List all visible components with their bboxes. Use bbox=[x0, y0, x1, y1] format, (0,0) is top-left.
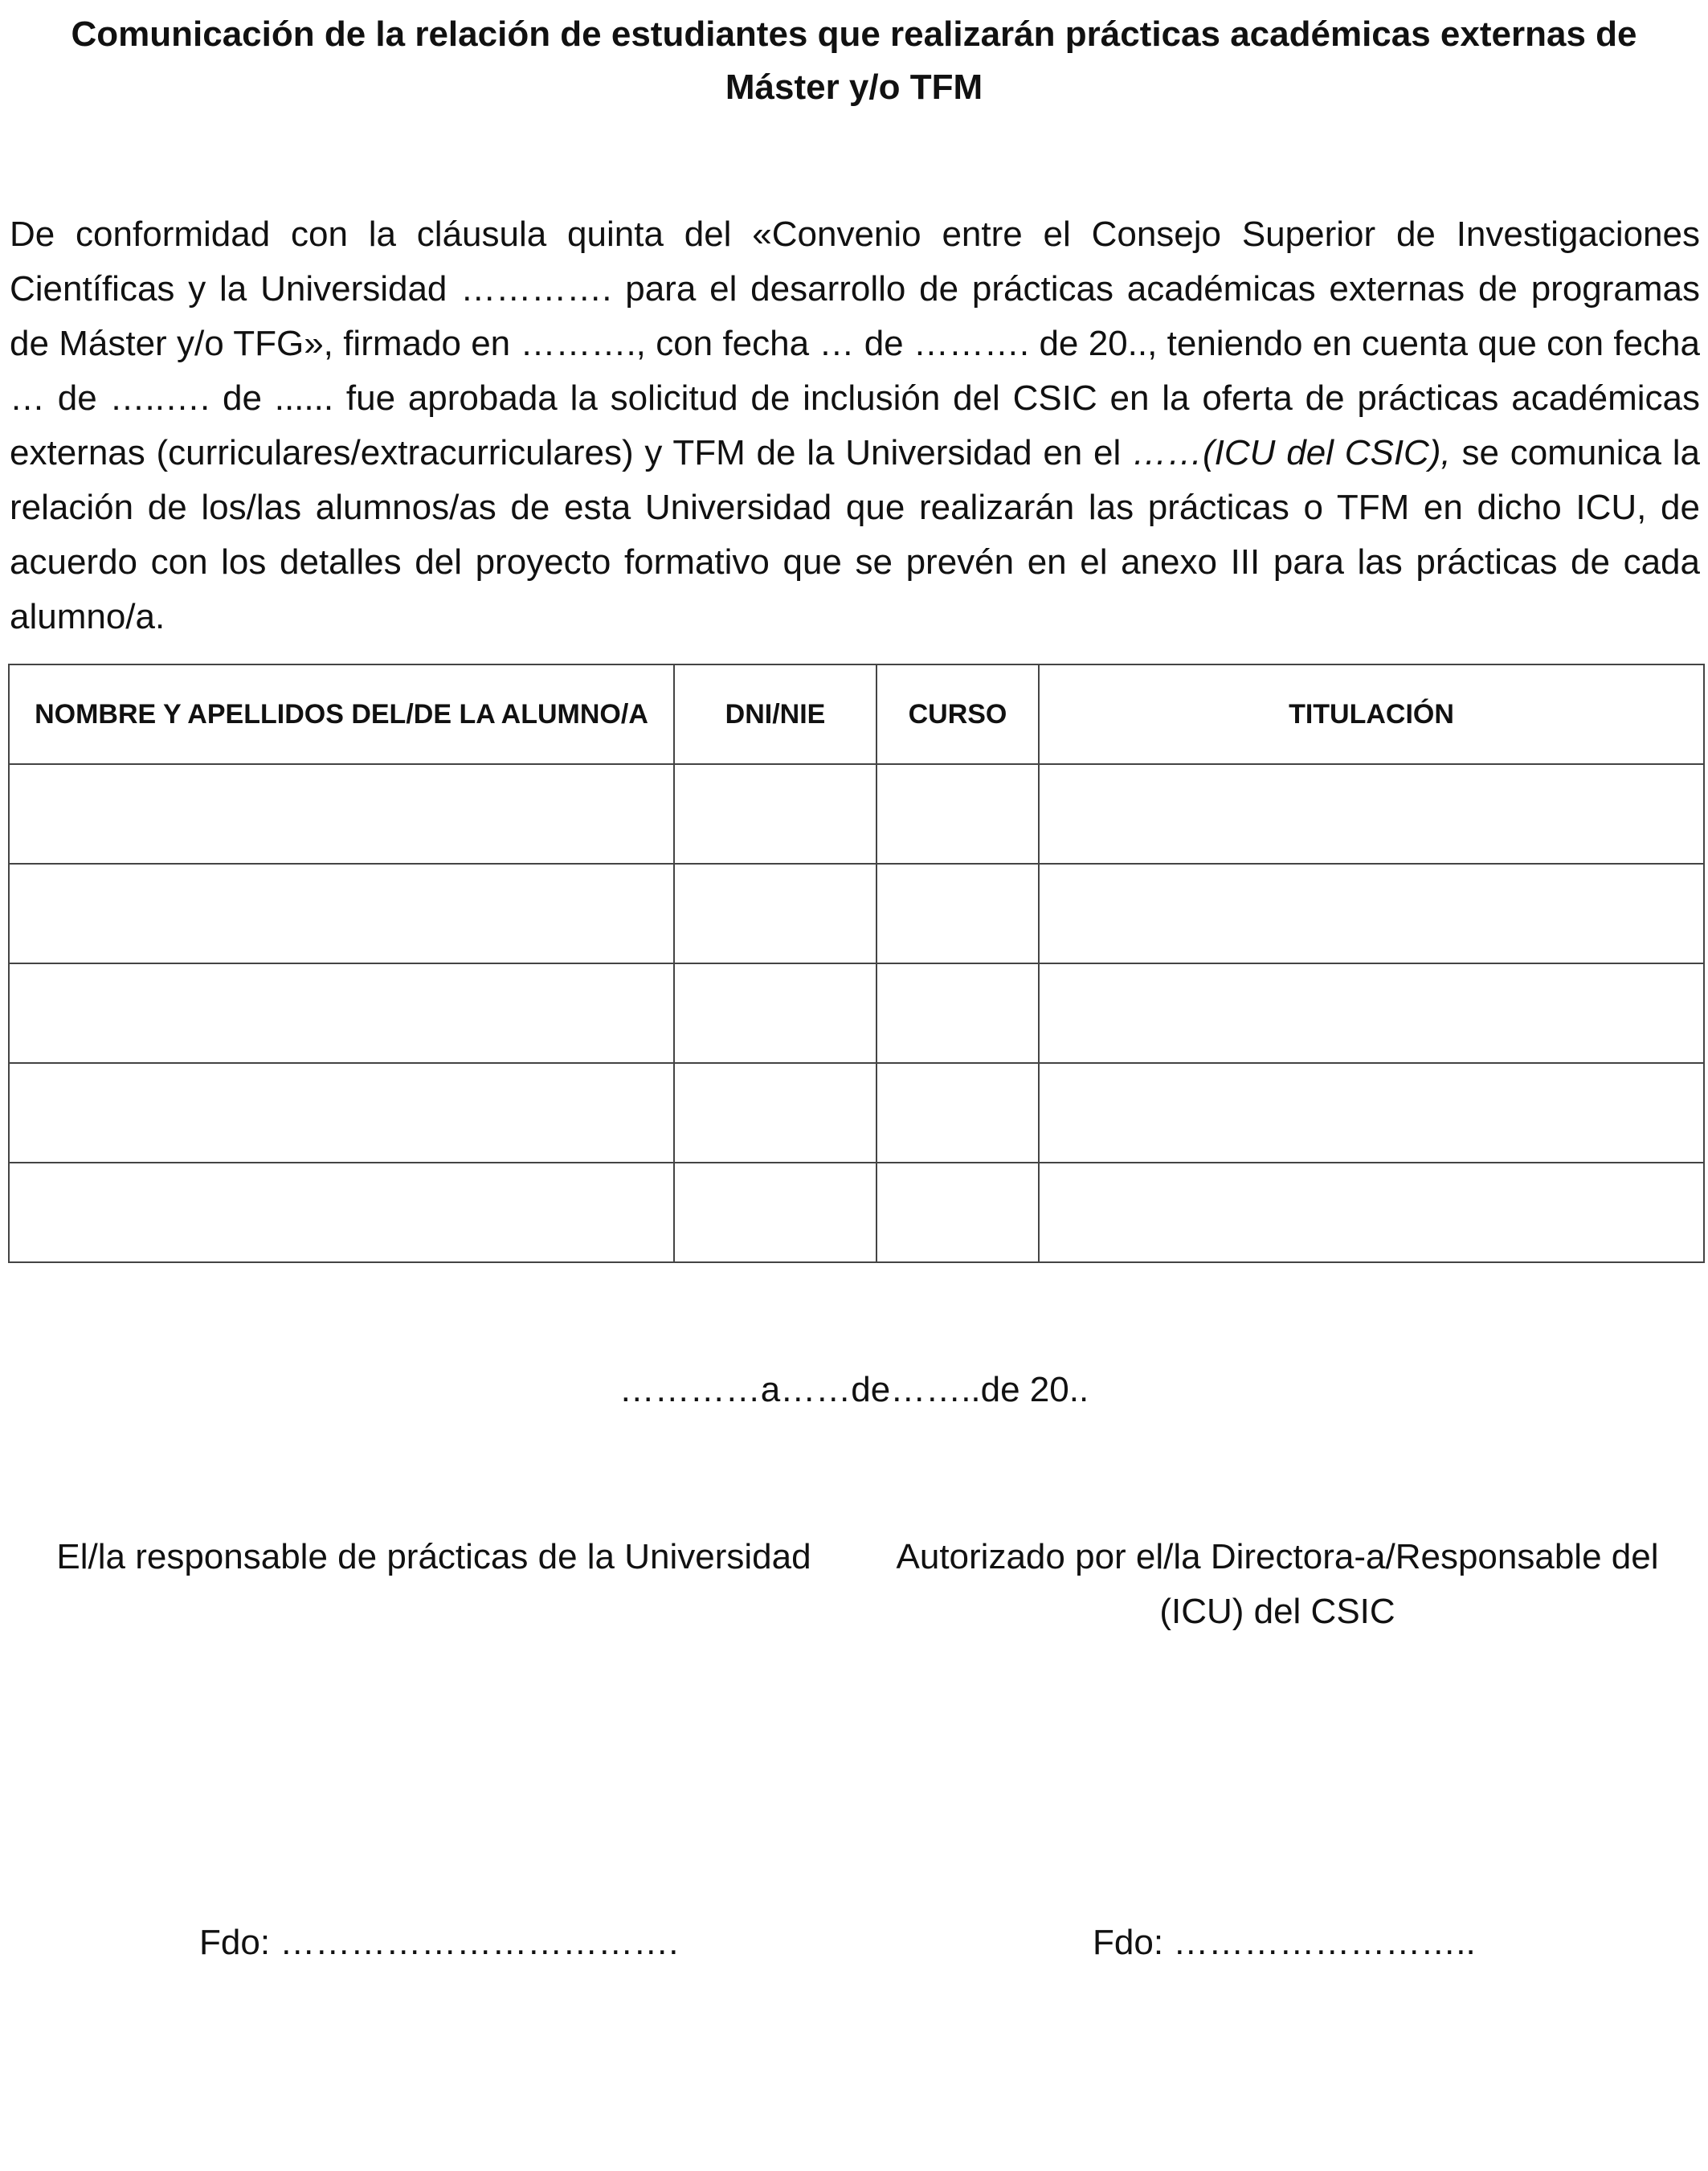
paragraph-text-part1: De conformidad con la cláusula quinta del «Convenio entre el Consejo Superior de Investigaciones Científicas y la Universidad …………. para el desarrollo de prácticas académicas externas de programas de Máster y/o TFG», firmado en ………., con fecha … de ………. de 20.., teniendo en cuenta que con fecha … de …..…. de ...... fue aprobada la solicitud de inclusión del CSIC en la oferta de prácticas académicas externas (curriculares/extracurriculares) y TFM de la Universidad en el bbox=[10, 215, 1700, 472]
signature-label-csic-line1: Autorizado por el/la Directora-a/Responsable del bbox=[896, 1537, 1659, 1576]
table-row bbox=[9, 963, 1704, 1063]
cell-dni[interactable] bbox=[674, 963, 876, 1063]
table-row bbox=[9, 764, 1704, 864]
signature-label-csic bbox=[876, 1530, 1679, 1639]
cell-titulacion[interactable] bbox=[1039, 963, 1704, 1063]
paragraph-text-part2: se comunica la relación de los/las alumnos/as de esta Universidad que realizarán las prácticas o TFM en dicho ICU, de acuerdo con los detalles del proyecto formativo que se prevén en el anexo III para las prácticas de cada alumno/a. bbox=[10, 433, 1701, 636]
cell-titulacion[interactable] bbox=[1039, 1163, 1704, 1262]
cell-curso[interactable] bbox=[876, 1063, 1039, 1163]
signature-fdo-csic: Fdo: …………………….. bbox=[1093, 1923, 1476, 1962]
document-title: Comunicación de la relación de estudiantes que realizarán prácticas académicas externas de Máster y/o TFM bbox=[71, 14, 1637, 107]
body-paragraph bbox=[10, 207, 1700, 644]
cell-dni[interactable] bbox=[674, 1063, 876, 1163]
cell-dni[interactable] bbox=[674, 1163, 876, 1262]
table-header-row bbox=[9, 664, 1704, 764]
cell-titulacion[interactable] bbox=[1039, 764, 1704, 864]
cell-name[interactable] bbox=[9, 864, 674, 963]
header-name: NOMBRE Y APELLIDOS DEL/DE LA ALUMNO/A bbox=[9, 664, 674, 764]
cell-titulacion[interactable] bbox=[1039, 864, 1704, 963]
cell-curso[interactable] bbox=[876, 864, 1039, 963]
students-table bbox=[8, 664, 1705, 1263]
date-line: …………a……de……..de 20.. bbox=[619, 1370, 1089, 1409]
cell-curso[interactable] bbox=[876, 963, 1039, 1063]
cell-curso[interactable] bbox=[876, 1163, 1039, 1262]
cell-name[interactable] bbox=[9, 963, 674, 1063]
header-titulacion: TITULACIÓN bbox=[1039, 664, 1704, 764]
signature-label-university: El/la responsable de prácticas de la Universidad bbox=[56, 1537, 811, 1576]
cell-name[interactable] bbox=[9, 1063, 674, 1163]
paragraph-text-italic: ……(ICU del CSIC), bbox=[1132, 433, 1451, 472]
table-row bbox=[9, 1063, 1704, 1163]
cell-name[interactable] bbox=[9, 764, 674, 864]
cell-titulacion[interactable] bbox=[1039, 1063, 1704, 1163]
cell-dni[interactable] bbox=[674, 864, 876, 963]
signature-fdo-university: Fdo: ……………………………. bbox=[199, 1923, 679, 1962]
signature-label-csic-line2: (ICU) del CSIC bbox=[1159, 1592, 1395, 1631]
table-row bbox=[9, 1163, 1704, 1262]
header-dni: DNI/NIE bbox=[674, 664, 876, 764]
cell-dni[interactable] bbox=[674, 764, 876, 864]
cell-name[interactable] bbox=[9, 1163, 674, 1262]
table-row bbox=[9, 864, 1704, 963]
cell-curso[interactable] bbox=[876, 764, 1039, 864]
header-curso: CURSO bbox=[876, 664, 1039, 764]
